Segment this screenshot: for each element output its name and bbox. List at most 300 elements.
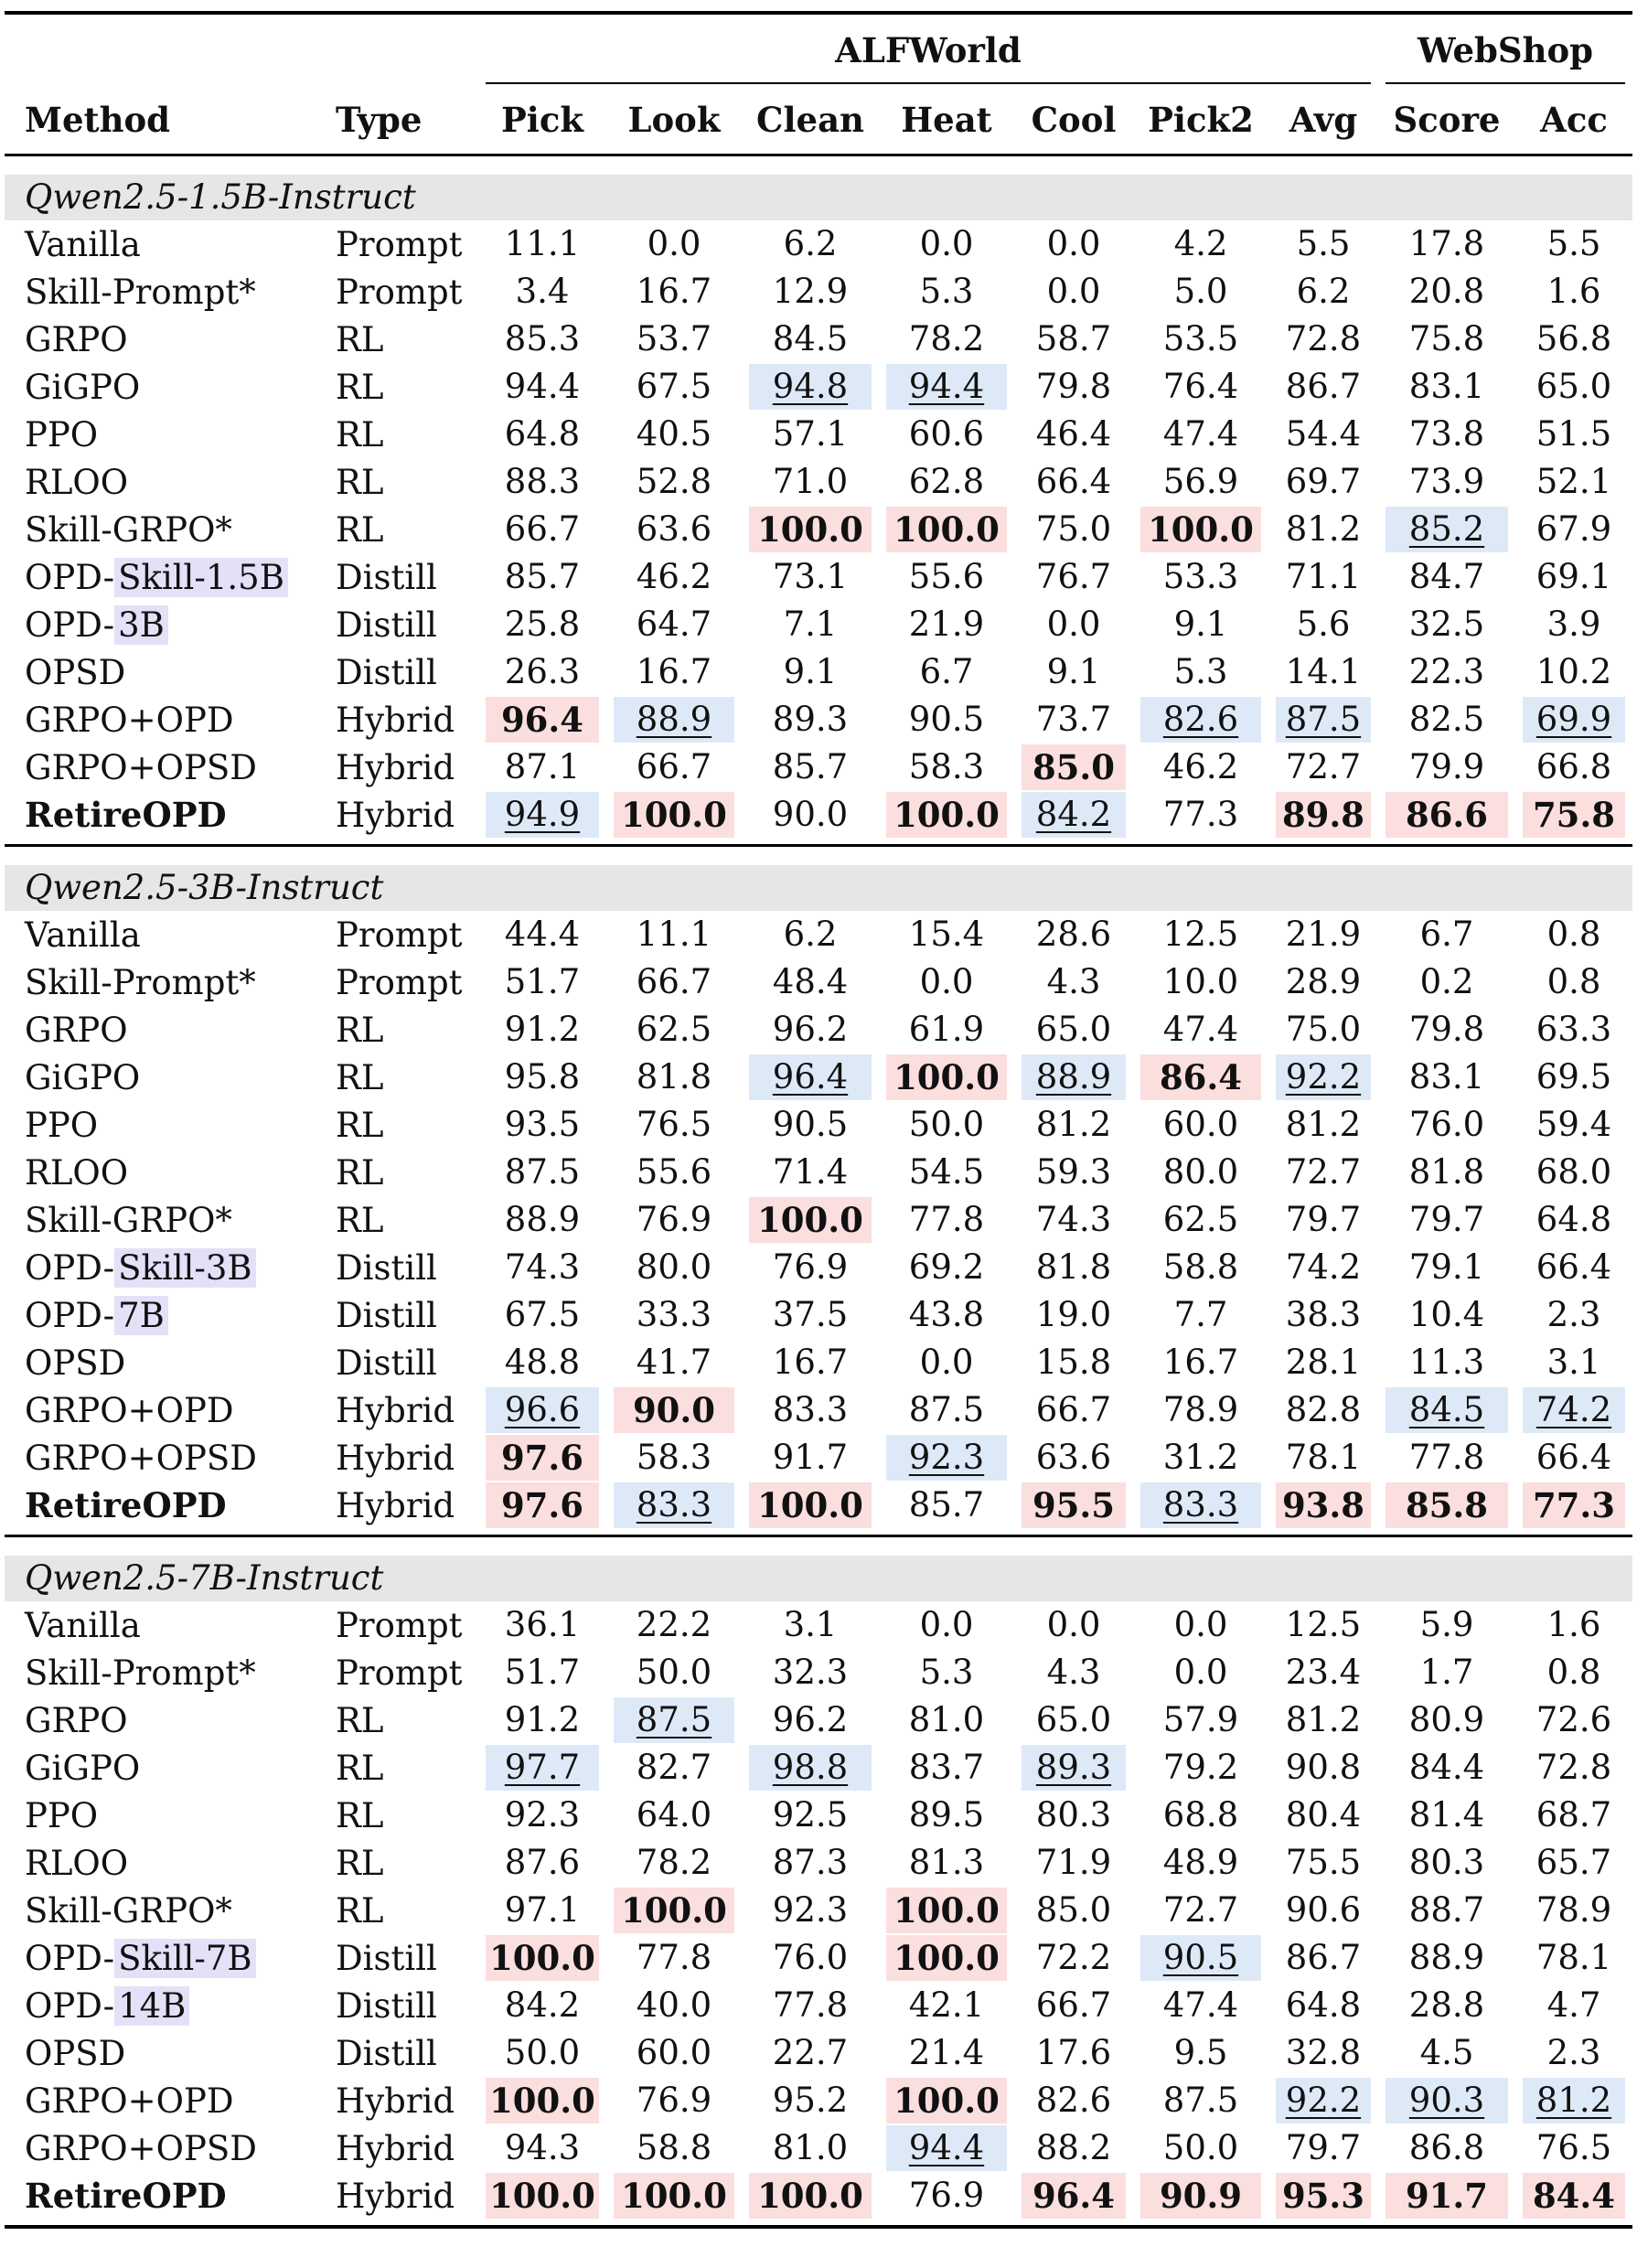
score-cell <box>1378 2029 1515 2077</box>
score-value: 6.7 <box>1419 915 1474 954</box>
avg-cell <box>1268 363 1378 411</box>
heat-value: 58.3 <box>908 747 985 786</box>
method-cell <box>5 268 316 316</box>
method-label: OPSD <box>25 2033 126 2073</box>
pick2-value: 78.9 <box>1162 1390 1239 1429</box>
table-row <box>5 1054 1632 1101</box>
acc-value: 0.8 <box>1546 1653 1601 1692</box>
cool-cell <box>1014 458 1133 506</box>
heat-cell <box>879 911 1014 958</box>
method-label: RLOO <box>25 1843 129 1883</box>
avg-value: 87.5 <box>1276 697 1371 743</box>
pick-value: 84.2 <box>504 1985 581 2025</box>
score-cell <box>1378 1244 1515 1291</box>
look-cell <box>606 1101 742 1149</box>
score-cell <box>1378 363 1515 411</box>
table-row <box>5 648 1632 696</box>
pick2-cell <box>1133 2029 1268 2077</box>
look-cell <box>606 2172 742 2220</box>
look-value: 33.3 <box>636 1295 712 1334</box>
col-header-pick: Pick <box>500 100 584 140</box>
cool-cell <box>1014 411 1133 458</box>
clean-cell <box>742 1696 879 1744</box>
method-label: Skill-Prompt* <box>25 1653 256 1693</box>
clean-value: 71.0 <box>772 462 849 501</box>
heat-value: 81.0 <box>908 1700 985 1739</box>
score-cell <box>1378 268 1515 316</box>
table-row <box>5 1244 1632 1291</box>
pick-value: 74.3 <box>504 1247 581 1287</box>
pick-value: 91.2 <box>504 1700 581 1739</box>
look-cell <box>606 1244 742 1291</box>
look-value: 52.8 <box>636 462 712 501</box>
type-cell: Prompt <box>336 1605 463 1645</box>
pick-value: 48.8 <box>504 1343 581 1382</box>
avg-value: 92.2 <box>1276 1054 1371 1100</box>
look-value: 67.5 <box>636 367 712 406</box>
acc-cell <box>1515 1982 1632 2029</box>
clean-cell <box>742 696 879 744</box>
type-cell: RL <box>336 1700 384 1740</box>
table-row <box>5 506 1632 553</box>
type-cell: Hybrid <box>336 2176 455 2216</box>
score-value: 17.8 <box>1408 224 1485 263</box>
pick-cell <box>478 458 606 506</box>
bottom-spacer <box>5 2220 1632 2227</box>
score-cell <box>1378 1601 1515 1649</box>
type-cell: Distill <box>336 604 437 645</box>
score-cell <box>1378 2077 1515 2124</box>
pick2-cell <box>1133 1482 1268 1529</box>
acc-value: 59.4 <box>1535 1105 1612 1144</box>
avg-value: 86.7 <box>1285 367 1362 406</box>
avg-cell <box>1268 1244 1378 1291</box>
heat-value: 81.3 <box>908 1843 985 1882</box>
score-cell <box>1378 1149 1515 1196</box>
pick-value: 25.8 <box>504 604 581 644</box>
avg-cell <box>1268 791 1378 839</box>
clean-cell <box>742 958 879 1006</box>
col-header-score: Score <box>1393 100 1501 140</box>
avg-cell <box>1268 220 1378 268</box>
heat-cell <box>879 1434 1014 1482</box>
heat-cell <box>879 1744 1014 1792</box>
acc-value: 69.9 <box>1523 697 1625 743</box>
cool-value: 46.4 <box>1035 414 1112 454</box>
cool-cell <box>1014 2172 1133 2220</box>
method-label: Skill-Prompt* <box>25 962 256 1002</box>
type-cell: Distill <box>336 2033 437 2073</box>
heat-cell <box>879 1839 1014 1887</box>
pick-value: 3.4 <box>515 272 570 311</box>
avg-cell <box>1268 458 1378 506</box>
heat-value: 83.7 <box>908 1748 985 1787</box>
look-cell <box>606 1054 742 1101</box>
pick-value: 94.4 <box>504 367 581 406</box>
type-cell: RL <box>336 462 384 502</box>
look-cell <box>606 1696 742 1744</box>
section-spacer <box>5 1537 1632 1556</box>
score-value: 81.8 <box>1408 1152 1485 1192</box>
heat-value: 78.2 <box>908 319 985 358</box>
pick-cell <box>478 1482 606 1529</box>
pick-cell <box>478 363 606 411</box>
heat-value: 100.0 <box>886 2078 1007 2124</box>
acc-value: 63.3 <box>1535 1010 1612 1049</box>
score-cell <box>1378 1887 1515 1934</box>
pick2-value: 80.0 <box>1162 1152 1239 1192</box>
look-value: 83.3 <box>614 1482 734 1528</box>
look-value: 11.1 <box>636 915 712 954</box>
heat-cell <box>879 1149 1014 1196</box>
avg-cell <box>1268 1601 1378 1649</box>
heat-value: 42.1 <box>908 1985 985 2025</box>
pick-value: 100.0 <box>486 2078 599 2124</box>
pick2-cell <box>1133 1149 1268 1196</box>
heat-cell <box>879 791 1014 839</box>
acc-cell <box>1515 1744 1632 1792</box>
cool-value: 0.0 <box>1046 224 1101 263</box>
look-cell <box>606 601 742 648</box>
type-cell: Hybrid <box>336 1390 455 1430</box>
heat-cell <box>879 1101 1014 1149</box>
method-cell <box>5 648 316 696</box>
acc-cell <box>1515 506 1632 553</box>
heat-cell <box>879 1887 1014 1934</box>
table-row <box>5 1934 1632 1982</box>
pick-cell <box>478 506 606 553</box>
avg-value: 28.9 <box>1285 962 1362 1001</box>
pick2-cell <box>1133 1339 1268 1386</box>
clean-cell <box>742 1339 879 1386</box>
clean-value: 85.7 <box>772 747 849 786</box>
pick-value: 96.4 <box>486 697 599 743</box>
heat-value: 100.0 <box>886 1054 1007 1100</box>
method-cell <box>5 2077 316 2124</box>
acc-cell <box>1515 1101 1632 1149</box>
method-cell <box>5 1006 316 1054</box>
method-label: RetireOPD <box>25 2176 227 2216</box>
method-label: Skill-GRPO* <box>25 509 232 550</box>
pick-cell <box>478 1839 606 1887</box>
avg-cell <box>1268 1792 1378 1839</box>
score-value: 79.9 <box>1408 747 1485 786</box>
type-cell: Prompt <box>336 915 463 955</box>
pick2-cell <box>1133 220 1268 268</box>
look-cell <box>606 411 742 458</box>
cool-cell <box>1014 1839 1133 1887</box>
look-cell <box>606 1601 742 1649</box>
pick-cell <box>478 220 606 268</box>
avg-value: 21.9 <box>1285 915 1362 954</box>
acc-value: 74.2 <box>1523 1387 1625 1433</box>
type-cell: RL <box>336 1057 384 1097</box>
acc-value: 5.5 <box>1546 224 1601 263</box>
acc-value: 51.5 <box>1535 414 1612 454</box>
cool-value: 96.4 <box>1022 2173 1126 2219</box>
heat-value: 94.4 <box>886 2125 1007 2171</box>
teacher-tag: 7B <box>114 1296 168 1335</box>
pick-value: 87.1 <box>504 747 581 786</box>
pick2-cell <box>1133 1649 1268 1696</box>
score-cell <box>1378 1649 1515 1696</box>
acc-cell <box>1515 553 1632 601</box>
pick2-value: 87.5 <box>1162 2081 1239 2120</box>
method-label: PPO <box>25 1105 99 1145</box>
acc-value: 0.8 <box>1546 915 1601 954</box>
pick2-cell <box>1133 411 1268 458</box>
heat-value: 77.8 <box>908 1200 985 1239</box>
heat-value: 89.5 <box>908 1795 985 1835</box>
pick-cell <box>478 601 606 648</box>
type-cell: Prompt <box>336 1653 463 1693</box>
cool-cell <box>1014 2124 1133 2172</box>
heat-cell <box>879 1482 1014 1529</box>
type-cell: Distill <box>336 652 437 692</box>
avg-value: 81.2 <box>1285 1700 1362 1739</box>
cool-cell <box>1014 601 1133 648</box>
clean-value: 100.0 <box>749 1197 872 1243</box>
method-cell <box>5 1291 316 1339</box>
cool-cell <box>1014 1291 1133 1339</box>
clean-cell <box>742 363 879 411</box>
method-cell <box>5 1744 316 1792</box>
pick-cell <box>478 1006 606 1054</box>
clean-cell <box>742 911 879 958</box>
clean-cell <box>742 1982 879 2029</box>
pick-value: 64.8 <box>504 414 581 454</box>
pick-cell <box>478 1386 606 1434</box>
avg-value: 78.1 <box>1285 1438 1362 1477</box>
cool-value: 63.6 <box>1035 1438 1112 1477</box>
pick2-cell <box>1133 553 1268 601</box>
pick2-value: 76.4 <box>1162 367 1239 406</box>
heat-value: 0.0 <box>919 962 974 1001</box>
score-value: 73.8 <box>1408 414 1485 454</box>
acc-value: 64.8 <box>1535 1200 1612 1239</box>
clean-cell <box>742 1196 879 1244</box>
col-header-cool: Cool <box>1031 100 1117 140</box>
pick-value: 97.7 <box>486 1745 599 1791</box>
clean-value: 71.4 <box>772 1152 849 1192</box>
type-cell: RL <box>336 1843 384 1883</box>
pick-cell <box>478 696 606 744</box>
avg-cell <box>1268 744 1378 791</box>
heat-value: 69.2 <box>908 1247 985 1287</box>
pick-value: 96.6 <box>486 1387 599 1433</box>
clean-value: 91.7 <box>772 1438 849 1477</box>
acc-value: 1.6 <box>1546 1605 1601 1644</box>
score-value: 79.8 <box>1408 1010 1485 1049</box>
heat-cell <box>879 506 1014 553</box>
pick2-cell <box>1133 1054 1268 1101</box>
cool-cell <box>1014 1934 1133 1982</box>
score-value: 88.7 <box>1408 1890 1485 1930</box>
cool-value: 74.3 <box>1035 1200 1112 1239</box>
pick2-value: 46.2 <box>1162 747 1239 786</box>
acc-value: 69.5 <box>1535 1057 1612 1097</box>
look-cell <box>606 791 742 839</box>
pick2-value: 10.0 <box>1162 962 1239 1001</box>
look-cell <box>606 1386 742 1434</box>
cool-value: 66.7 <box>1035 1985 1112 2025</box>
clean-value: 83.3 <box>772 1390 849 1429</box>
acc-cell <box>1515 363 1632 411</box>
score-cell <box>1378 506 1515 553</box>
score-cell <box>1378 911 1515 958</box>
pick2-cell <box>1133 1291 1268 1339</box>
heat-cell <box>879 458 1014 506</box>
heat-value: 62.8 <box>908 462 985 501</box>
score-value: 84.7 <box>1408 557 1485 596</box>
pick-cell <box>478 1244 606 1291</box>
avg-cell <box>1268 696 1378 744</box>
heat-value: 21.9 <box>908 604 985 644</box>
heat-cell <box>879 2029 1014 2077</box>
look-cell <box>606 458 742 506</box>
score-value: 81.4 <box>1408 1795 1485 1835</box>
clean-cell <box>742 2124 879 2172</box>
cool-value: 79.8 <box>1035 367 1112 406</box>
look-cell <box>606 1482 742 1529</box>
clean-cell <box>742 601 879 648</box>
type-cell: RL <box>336 509 384 550</box>
score-value: 83.1 <box>1408 1057 1485 1097</box>
pick-cell <box>478 1887 606 1934</box>
score-cell <box>1378 316 1515 363</box>
look-cell <box>606 958 742 1006</box>
clean-cell <box>742 1101 879 1149</box>
pick-value: 51.7 <box>504 1653 581 1692</box>
table-row <box>5 791 1632 839</box>
look-value: 40.0 <box>636 1985 712 2025</box>
method-cell <box>5 1934 316 1982</box>
cool-value: 95.5 <box>1022 1482 1126 1528</box>
method-label: Skill-Prompt* <box>25 272 256 312</box>
pick2-value: 72.7 <box>1162 1890 1239 1930</box>
type-cell: Prompt <box>336 962 463 1002</box>
pick2-value: 90.5 <box>1140 1935 1261 1981</box>
score-value: 73.9 <box>1408 462 1485 501</box>
table-row <box>5 1149 1632 1196</box>
avg-value: 69.7 <box>1285 462 1362 501</box>
look-cell <box>606 744 742 791</box>
pick2-cell <box>1133 601 1268 648</box>
method-cell <box>5 696 316 744</box>
avg-value: 90.8 <box>1285 1748 1362 1787</box>
cool-cell <box>1014 506 1133 553</box>
score-value: 75.8 <box>1408 319 1485 358</box>
pick2-value: 100.0 <box>1140 507 1261 552</box>
method-label: GRPO+OPD <box>25 700 234 740</box>
clean-cell <box>742 1792 879 1839</box>
pick-cell <box>478 553 606 601</box>
cool-value: 81.2 <box>1035 1105 1112 1144</box>
score-cell <box>1378 1482 1515 1529</box>
acc-value: 0.8 <box>1546 962 1601 1001</box>
table-row <box>5 363 1632 411</box>
avg-cell <box>1268 1054 1378 1101</box>
webshop-group-header: WebShop <box>1378 15 1632 86</box>
avg-value: 90.6 <box>1285 1890 1362 1930</box>
acc-value: 84.4 <box>1523 2173 1625 2219</box>
score-value: 1.7 <box>1419 1653 1474 1692</box>
look-cell <box>606 1196 742 1244</box>
look-value: 81.8 <box>636 1057 712 1097</box>
method-label: GRPO+OPSD <box>25 1438 257 1478</box>
pick2-value: 83.3 <box>1140 1482 1261 1528</box>
avg-cell <box>1268 1839 1378 1887</box>
method-cell <box>5 911 316 958</box>
pick-cell <box>478 268 606 316</box>
cool-cell <box>1014 1601 1133 1649</box>
acc-cell <box>1515 648 1632 696</box>
heat-cell <box>879 268 1014 316</box>
heat-cell <box>879 1339 1014 1386</box>
type-cell: Distill <box>336 1985 437 2026</box>
score-cell <box>1378 2124 1515 2172</box>
acc-cell <box>1515 458 1632 506</box>
table-row <box>5 2077 1632 2124</box>
pick2-value: 90.9 <box>1140 2173 1261 2219</box>
pick-value: 100.0 <box>486 1935 599 1981</box>
avg-cell <box>1268 1649 1378 1696</box>
method-cell <box>5 411 316 458</box>
results-table-container <box>0 11 1637 2229</box>
avg-value: 72.7 <box>1285 747 1362 786</box>
score-value: 77.8 <box>1408 1438 1485 1477</box>
method-label: Vanilla <box>25 915 141 955</box>
type-cell: Distill <box>336 1247 437 1288</box>
acc-value: 69.1 <box>1535 557 1612 596</box>
heat-value: 100.0 <box>886 792 1007 838</box>
pick-cell <box>478 2077 606 2124</box>
acc-cell <box>1515 1792 1632 1839</box>
table-row <box>5 553 1632 601</box>
method-cell <box>5 1339 316 1386</box>
method-label: OPD- <box>25 1295 115 1335</box>
pick2-cell <box>1133 648 1268 696</box>
clean-value: 57.1 <box>772 414 849 454</box>
acc-cell <box>1515 1386 1632 1434</box>
acc-value: 65.7 <box>1535 1843 1612 1882</box>
table-row <box>5 1982 1632 2029</box>
clean-value: 73.1 <box>772 557 849 596</box>
look-cell <box>606 1339 742 1386</box>
score-cell <box>1378 1054 1515 1101</box>
pick-value: 97.1 <box>504 1890 581 1930</box>
method-cell <box>5 744 316 791</box>
pick2-cell <box>1133 1244 1268 1291</box>
look-cell <box>606 220 742 268</box>
pick2-cell <box>1133 911 1268 958</box>
pick2-cell <box>1133 2124 1268 2172</box>
clean-cell <box>742 1744 879 1792</box>
type-cell: Hybrid <box>336 747 455 787</box>
heat-value: 60.6 <box>908 414 985 454</box>
pick-value: 85.7 <box>504 557 581 596</box>
look-value: 64.7 <box>636 604 712 644</box>
acc-cell <box>1515 696 1632 744</box>
type-cell: Prompt <box>336 272 463 312</box>
acc-cell <box>1515 1696 1632 1744</box>
clean-cell <box>742 1054 879 1101</box>
look-cell <box>606 1934 742 1982</box>
avg-value: 71.1 <box>1285 557 1362 596</box>
pick2-value: 62.5 <box>1162 1200 1239 1239</box>
method-label: GRPO <box>25 1010 128 1050</box>
look-cell <box>606 506 742 553</box>
